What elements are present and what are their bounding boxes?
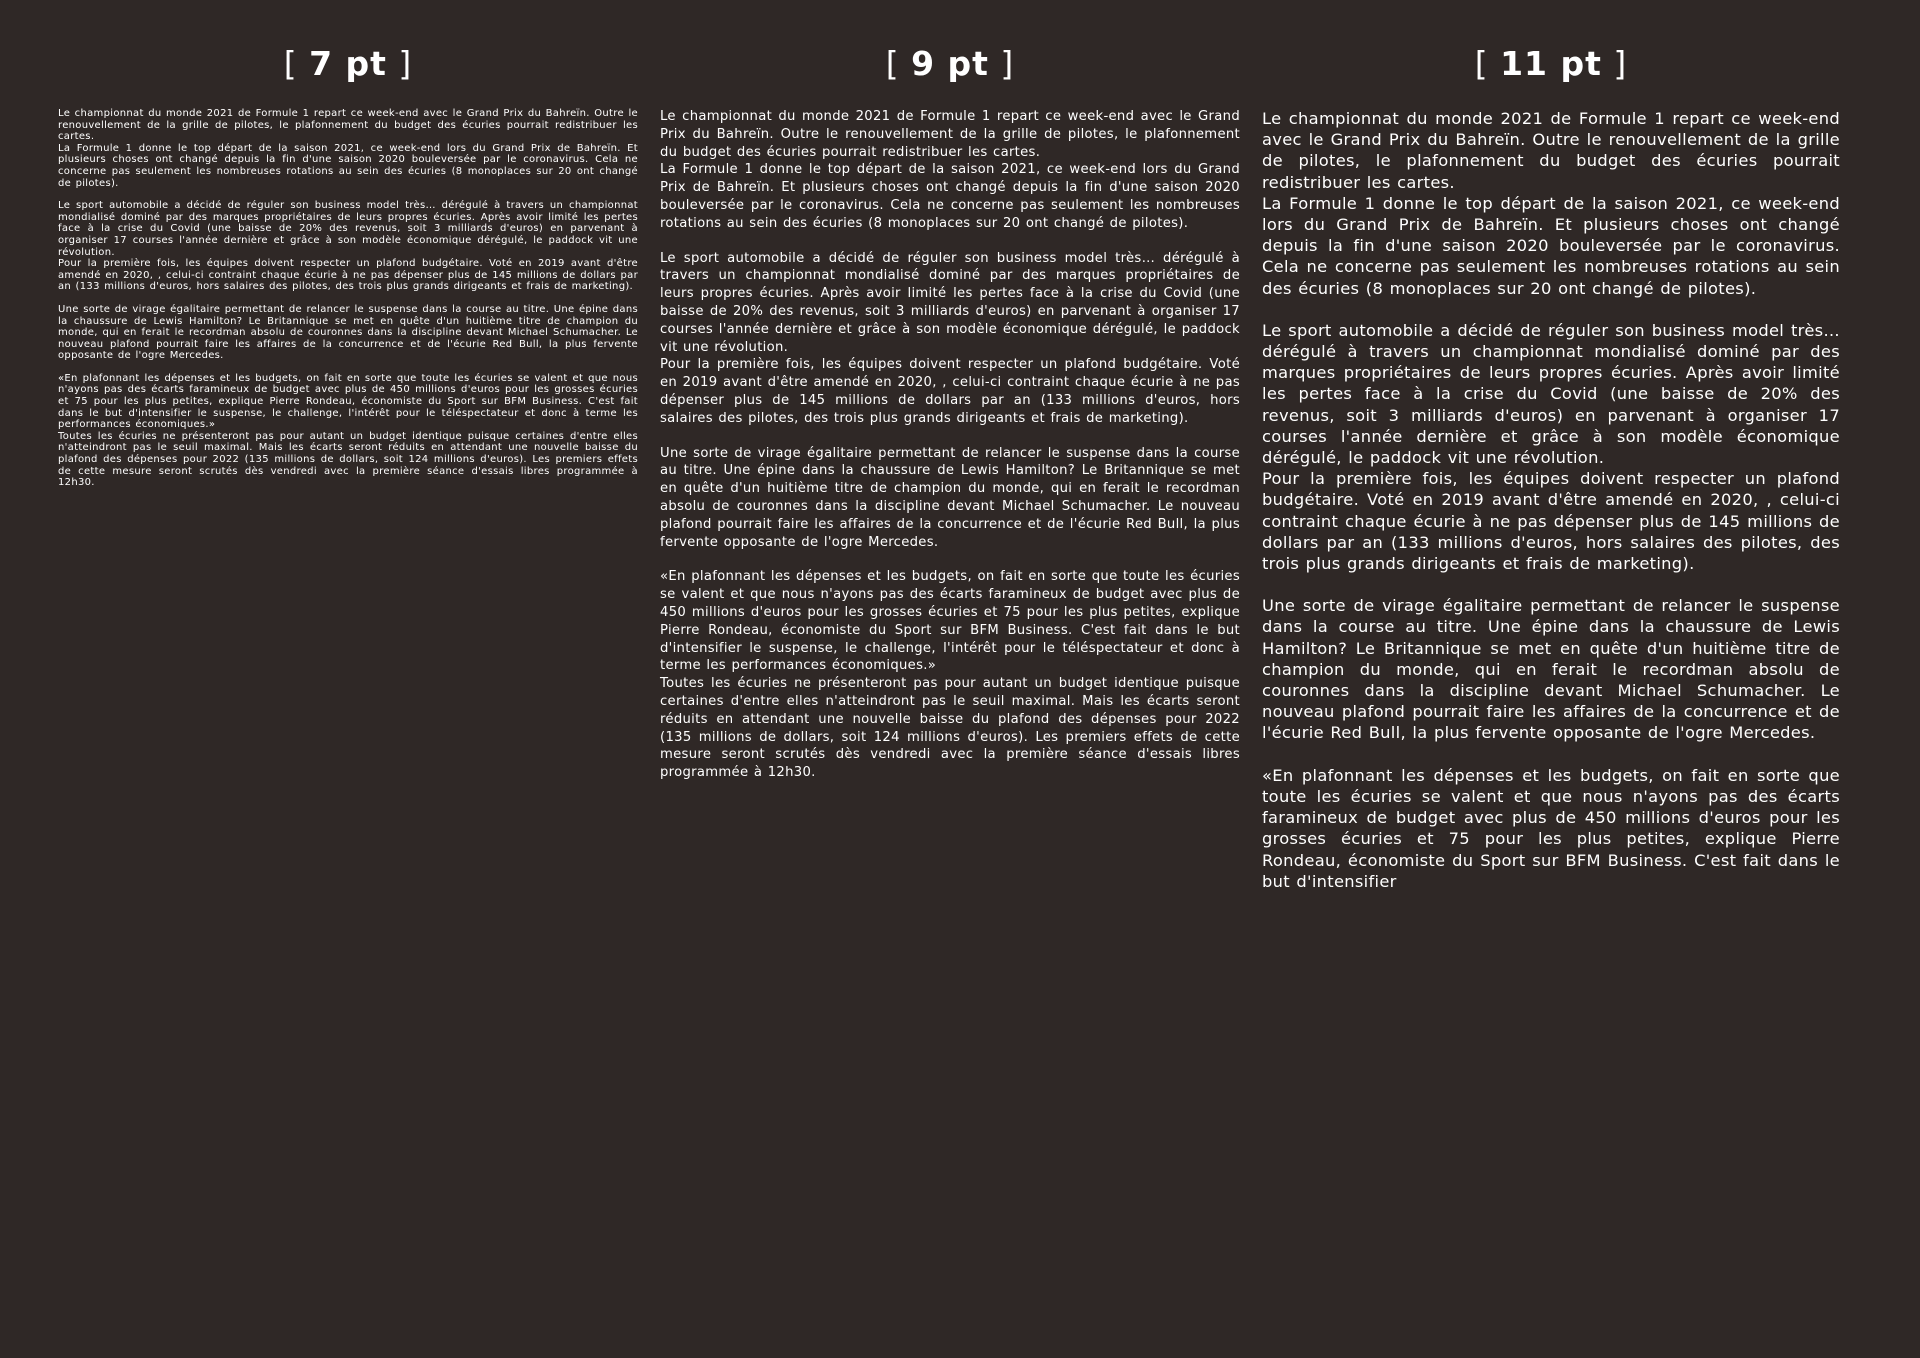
paragraph: Pour la première fois, les équipes doivent respecter un plafond budgétaire. Voté en 2019 avant d'être amendé en 2020, , celui-ci contraint chaque écurie à ne pas dépenser plus de 145 millions de dollars par an (133 millions d'euros, hors salaires des pilotes, des trois plus grands dirigeants et frais de marketing). (1262, 469, 1840, 574)
size-label: 9 pt (911, 44, 989, 83)
paragraph: Le sport automobile a décidé de réguler son business model très… dérégulé à travers un championnat mondialisé dominé par des marques propriétaires de leurs propres écuries. Après avoir limité les pertes face à la crise du Covid (une baisse de 20% des revenus, soit 3 milliards d'euros) en parvenant à organiser 17 courses l'année dernière et grâce à son modèle économique dérégulé, le paddock vit une révolution. (1262, 320, 1840, 468)
paragraph: Le sport automobile a décidé de réguler son business model très… dérégulé à travers un championnat mondialisé dominé par des marques propriétaires de leurs propres écuries. Après avoir limité les pertes face à la crise du Covid (une baisse de 20% des revenus, soit 3 milliards d'euros) en parvenant à organiser 17 courses l'année dernière et grâce à son modèle économique dérégulé, le paddock vit une révolution. (58, 200, 638, 258)
bracket-open: [ (1474, 44, 1501, 83)
paragraph: La Formule 1 donne le top départ de la saison 2021, ce week-end lors du Grand Prix de Bahreïn. Et plusieurs choses ont changé depuis la fin d'une saison 2020 bouleversée par le coronavirus. Cela ne concerne pas seulement les nombreuses rotations au sein des écuries (8 monoplaces sur 20 ont changé de pilotes). (1262, 193, 1840, 298)
paragraph: «En plafonnant les dépenses et les budgets, on fait en sorte que toute les écuries se valent et que nous n'ayons pas des écarts faramineux de budget avec plus de 450 millions d'euros pour les grosses écuries et 75 pour les plus petites, explique Pierre Rondeau, économiste du Sport sur BFM Business. C'est fait dans le but d'intensifier le suspense, le challenge, l'intérêt pour le téléspectateur et donc à terme les performances économiques.» (58, 372, 638, 431)
specimen-text-block (1262, 108, 1840, 892)
bracket-close: ] (386, 44, 413, 83)
paragraph: «En plafonnant les dépenses et les budgets, on fait en sorte que toute les écuries se valent et que nous n'ayons pas des écarts faramineux de budget avec plus de 450 millions d'euros pour les grosses écuries et 75 pour les plus petites, explique Pierre Rondeau, économiste du Sport sur BFM Business. C'est fait dans le but d'intensifier (1262, 765, 1840, 891)
specimen-text-block (660, 108, 1240, 782)
bracket-close: ] (988, 44, 1015, 83)
size-heading (1262, 44, 1840, 83)
paragraph: Toutes les écuries ne présenteront pas pour autant un budget identique puisque certaines d'entre elles n'atteindront pas le seuil maximal. Mais les écarts seront réduits en attendant une nouvelle baisse du plafond des dépenses pour 2022 (135 millions de dollars, soit 124 millions d'euros). Les premiers effets de cette mesure seront scrutés dès vendredi avec la première séance d'essais libres programmée à 12h30. (660, 676, 1240, 781)
size-heading (58, 44, 638, 83)
bracket-close: ] (1601, 44, 1628, 83)
specimen-text-block (58, 108, 638, 489)
bracket-open: [ (283, 44, 310, 83)
bracket-open: [ (885, 44, 912, 83)
paragraph: Le championnat du monde 2021 de Formule 1 repart ce week-end avec le Grand Prix du Bahreïn. Outre le renouvellement de la grille de pilotes, le plafonnement du budget des écuries pourrait redistribuer les cartes. (660, 109, 1240, 160)
paragraph: Une sorte de virage égalitaire permettant de relancer le suspense dans la course au titre. Une épine dans la chaussure de Lewis Hamilton? Le Britannique se met en quête d'un huitième titre de champion du monde, qui en ferait le recordman absolu de couronnes dans la discipline devant Michael Schumacher. Le nouveau plafond pourrait faire les affaires de la concurrence et de l'écurie Red Bull, la plus fervente opposante de l'ogre Mercedes. (1262, 596, 1840, 743)
paragraph: Une sorte de virage égalitaire permettant de relancer le suspense dans la course au titre. Une épine dans la chaussure de Lewis Hamilton? Le Britannique se met en quête d'un huitième titre de champion du monde, qui en ferait le recordman absolu de couronnes dans la discipline devant Michael Schumacher. Le nouveau plafond pourrait faire les affaires de la concurrence et de l'écurie Red Bull, la plus fervente opposante de l'ogre Mercedes. (58, 303, 638, 362)
paragraph: Toutes les écuries ne présenteront pas pour autant un budget identique puisque certaines d'entre elles n'atteindront pas le seuil maximal. Mais les écarts seront réduits en attendant une nouvelle baisse du plafond des dépenses pour 2022 (135 millions de dollars, soit 124 millions d'euros). Les premiers effets de cette mesure seront scrutés dès vendredi avec la première séance d'essais libres programmée à 12h30. (58, 430, 638, 489)
paragraph: Le sport automobile a décidé de réguler son business model très… dérégulé à travers un championnat mondialisé dominé par des marques propriétaires de leurs propres écuries. Après avoir limité les pertes face à la crise du Covid (une baisse de 20% des revenus, soit 3 milliards d'euros) en parvenant à organiser 17 courses l'année dernière et grâce à son modèle économique dérégulé, le paddock vit une révolution. (660, 250, 1240, 355)
paragraph: Une sorte de virage égalitaire permettant de relancer le suspense dans la course au titre. Une épine dans la chaussure de Lewis Hamilton? Le Britannique se met en quête d'un huitième titre de champion du monde, qui en ferait le recordman absolu de couronnes dans la discipline devant Michael Schumacher. Le nouveau plafond pourrait faire les affaires de la concurrence et de l'écurie Red Bull, la plus fervente opposante de l'ogre Mercedes. (660, 445, 1240, 550)
paragraph: Pour la première fois, les équipes doivent respecter un plafond budgétaire. Voté en 2019 avant d'être amendé en 2020, , celui-ci contraint chaque écurie à ne pas dépenser plus de 145 millions de dollars par an (133 millions d'euros, hors salaires des pilotes, des trois plus grands dirigeants et frais de marketing). (660, 357, 1240, 426)
size-heading (660, 44, 1240, 83)
size-label: 7 pt (309, 44, 387, 83)
paragraph: Pour la première fois, les équipes doivent respecter un plafond budgétaire. Voté en 2019 avant d'être amendé en 2020, , celui-ci contraint chaque écurie à ne pas dépenser plus de 145 millions de dollars par an (133 millions d'euros, hors salaires des pilotes, des trois plus grands dirigeants et frais de marketing). (58, 258, 638, 293)
paragraph: La Formule 1 donne le top départ de la saison 2021, ce week-end lors du Grand Prix de Bahreïn. Et plusieurs choses ont changé depuis la fin d'une saison 2020 bouleversée par le coronavirus. Cela ne concerne pas seulement les nombreuses rotations au sein des écuries (8 monoplaces sur 20 ont changé de pilotes). (58, 142, 638, 189)
paragraph: «En plafonnant les dépenses et les budgets, on fait en sorte que toute les écuries se valent et que nous n'ayons pas des écarts faramineux de budget avec plus de 450 millions d'euros pour les grosses écuries et 75 pour les plus petites, explique Pierre Rondeau, économiste du Sport sur BFM Business. C'est fait dans le but d'intensifier le suspense, le challenge, l'intérêt pour le téléspectateur et donc à terme les performances économiques.» (660, 569, 1240, 674)
paragraph: Le championnat du monde 2021 de Formule 1 repart ce week-end avec le Grand Prix du Bahreïn. Outre le renouvellement de la grille de pilotes, le plafonnement du budget des écuries pourrait redistribuer les cartes. (1262, 109, 1840, 192)
paragraph: La Formule 1 donne le top départ de la saison 2021, ce week-end lors du Grand Prix de Bahreïn. Et plusieurs choses ont changé depuis la fin d'une saison 2020 bouleversée par le coronavirus. Cela ne concerne pas seulement les nombreuses rotations au sein des écuries (8 monoplaces sur 20 ont changé de pilotes). (660, 162, 1240, 231)
paragraph: Le championnat du monde 2021 de Formule 1 repart ce week-end avec le Grand Prix du Bahreïn. Outre le renouvellement de la grille de pilotes, le plafonnement du budget des écuries pourrait redistribuer les cartes. (58, 108, 638, 143)
size-label: 11 pt (1500, 44, 1602, 83)
